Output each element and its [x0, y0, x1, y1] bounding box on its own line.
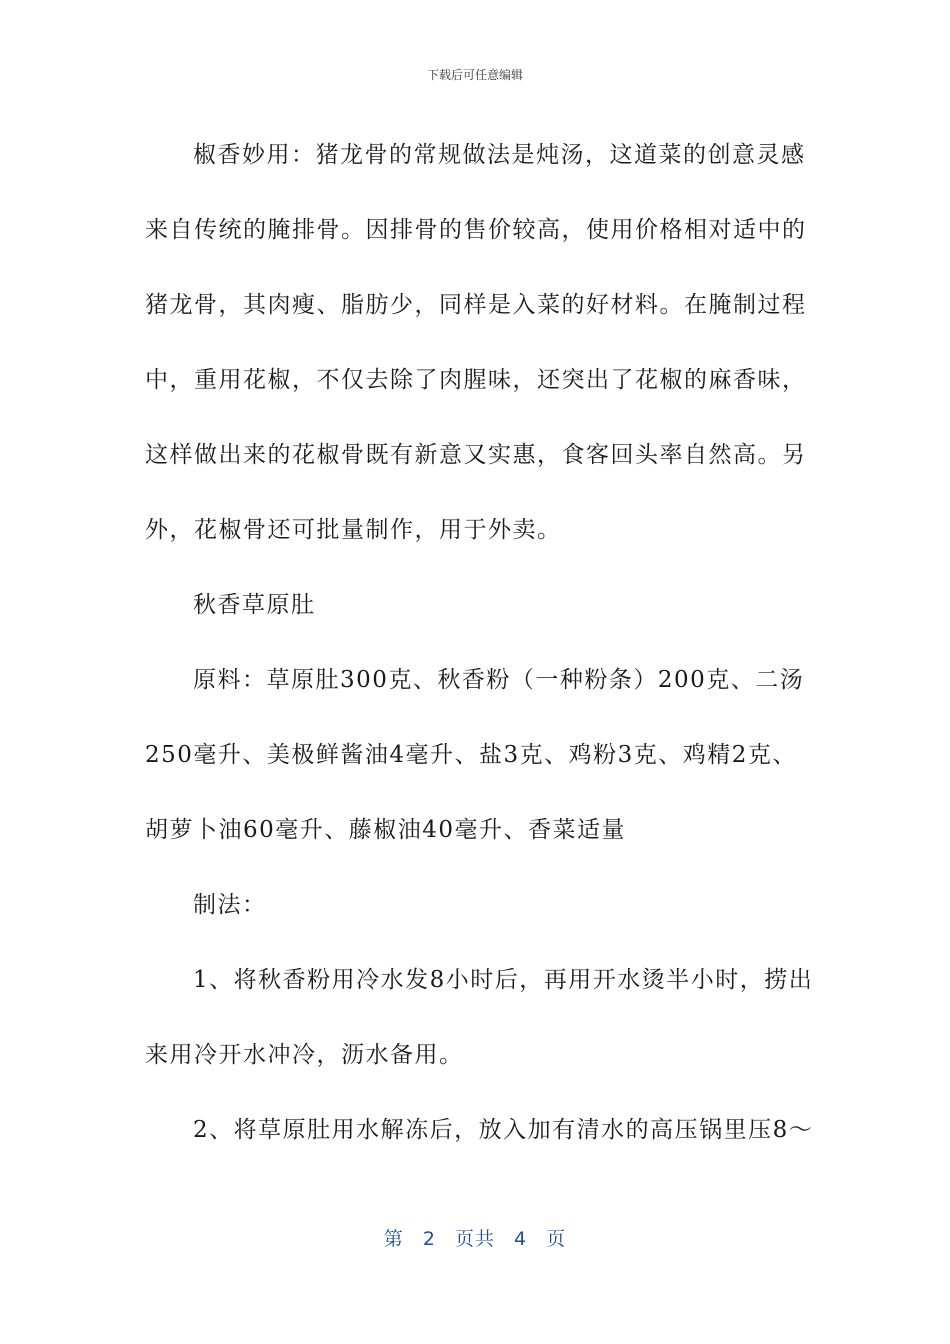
page-footer [0, 1224, 950, 1251]
text-line: 来自传统的腌排骨。因排骨的售价较高，使用价格相对适中的 [145, 217, 807, 243]
footer-suffix: 页 [546, 1228, 567, 1250]
text-line: 1、将秋香粉用冷水发8小时后，再用开水烫半小时，捞出 [193, 967, 814, 993]
text-line: 制法： [193, 892, 267, 918]
text-line: 250毫升、美极鲜酱油4毫升、盐3克、鸡粉3克、鸡精2克、 [145, 742, 797, 768]
text-line: 猪龙骨，其肉瘦、脂肪少，同样是入菜的好材料。在腌制过程 [145, 292, 807, 318]
text-line: 这样做出来的花椒骨既有新意又实惠，食客回头率自然高。另 [145, 442, 807, 468]
text-line: 椒香妙用：猪龙骨的常规做法是炖汤，这道菜的创意灵感 [193, 142, 806, 168]
text-line: 来用冷开水冲冷，沥水备用。 [145, 1042, 464, 1068]
document-body [145, 118, 814, 1168]
text-line: 原料：草原肚300克、秋香粉（一种粉条）200克、二汤 [193, 667, 805, 693]
text-line: 2、将草原肚用水解冻后，放入加有清水的高压锅里压8～ [193, 1117, 814, 1143]
section-title: 秋香草原肚 [193, 592, 316, 618]
page-number: 2 [422, 1228, 436, 1250]
text-line: 外，花椒骨还可批量制作，用于外卖。 [145, 517, 562, 543]
page-total: 4 [514, 1228, 528, 1250]
text-line: 胡萝卜油60毫升、藤椒油40毫升、香菜适量 [145, 817, 627, 843]
footer-middle: 页共 [454, 1228, 495, 1250]
text-line: 中，重用花椒，不仅去除了肉腥味，还突出了花椒的麻香味， [145, 367, 807, 393]
page-header: 下载后可任意编辑 [426, 68, 523, 82]
footer-prefix: 第 [383, 1228, 404, 1250]
